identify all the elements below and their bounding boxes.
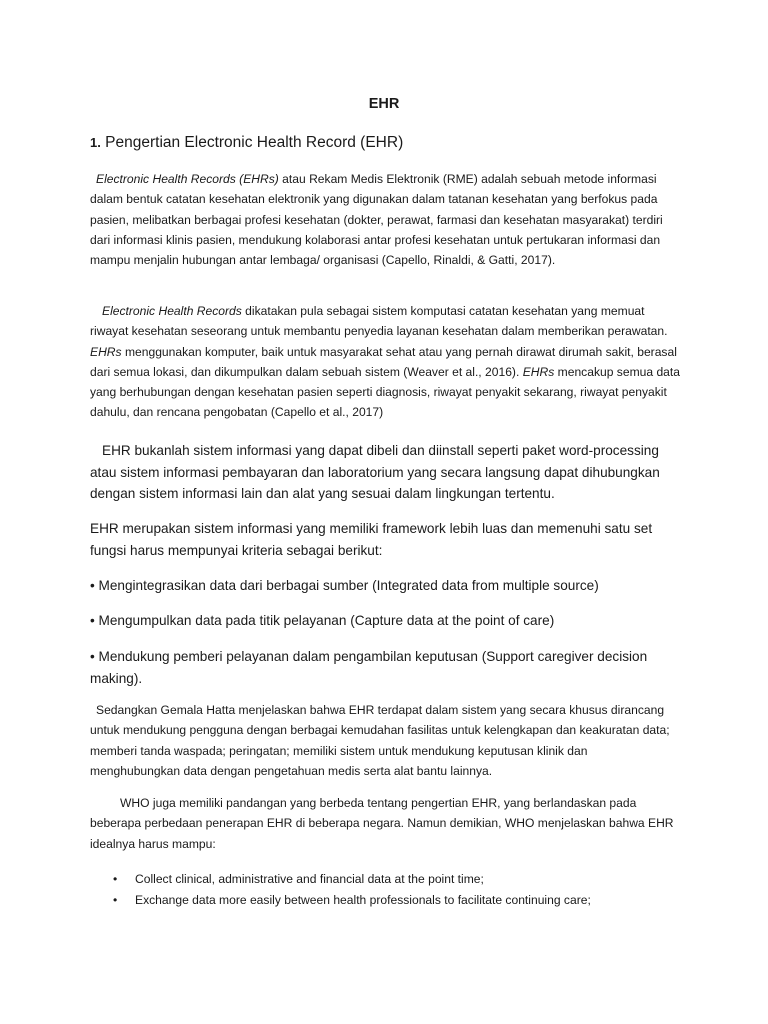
bullet-icon: • <box>113 893 118 907</box>
paragraph-2-text-c: mencakup semua data yang berhubungan dengan kesehatan pasien seperti diagnosis, riwayat penyakit sekarang, riwayat penyakit dahulu, dan rencana pengobatan (Capello et al., 2017) <box>90 364 680 420</box>
who-list-item-2-text: Exchange data more easily between health professionals to facilitate continuing care; <box>135 893 591 907</box>
paragraph-5: Sedangkan Gemala Hatta menjelaskan bahwa EHR terdapat dalam sistem yang secara khusus dirancang untuk mendukung pengguna dengan berbagai kemudahan fasilitas untuk kelengkapan dan keakuratan data; memberi tanda waspada; peringatan; memiliki sistem untuk mendukung keputusan klinik dan menghubungkan data dengan pengetahuan medis serta alat bantu lainnya. <box>90 703 670 778</box>
document-title: EHR <box>368 96 400 112</box>
paragraph-1-lead: Electronic Health Records (EHRs) <box>96 172 279 186</box>
who-list-item-1-text: Collect clinical, administrative and financial data at the point time; <box>135 872 484 886</box>
paragraph-1 <box>90 169 680 270</box>
paragraph-2-ehrs-1: EHRs <box>90 344 122 359</box>
criteria-item-2: • Mengumpulkan data pada titik pelayanan (Capture data at the point of care) <box>90 613 555 628</box>
section-number: 1. <box>90 135 101 150</box>
paragraph-1-text: atau Rekam Medis Elektronik (RME) adalah sebuah metode informasi dalam bentuk catatan kesehatan elektronik yang digunakan dalam tatanan kesehatan yang berfokus pada pasien, melibatkan berbagai profesi kesehatan (dokter, perawat, farmasi dan kesehatan masyarakat) terdiri dari informasi klinis pasien, mendukung kolaborasi antar profesi kesehatan untuk pertukaran informasi dan mampu menjalin hubungan antar lembaga/ organisasi (Capello, Rinaldi, & Gatti, 2017). <box>90 172 663 268</box>
section-heading <box>90 134 403 152</box>
bullet-icon: • <box>113 872 118 886</box>
paragraph-2-ehrs-2: EHRs <box>522 364 555 379</box>
paragraph-2-text-a: dikatakan pula sebagai sistem komputasi catatan kesehatan yang memuat riwayat kesehatan seseorang untuk membantu penyedia layanan kesehatan dalam memberikan perawatan. <box>90 304 668 339</box>
paragraph-6: WHO juga memiliki pandangan yang berbeda tentang pengertian EHR, yang berlandaskan pada beberapa perbedaan penerapan EHR di beberapa negara. Namun demikian, WHO menjelaskan bahwa EHR idealnya harus mampu: <box>90 796 674 851</box>
paragraph-4: EHR merupakan sistem informasi yang memiliki framework lebih luas dan memenuhi satu set fungsi harus mempunyai kriteria sebagai berikut: <box>90 521 653 558</box>
paragraph-2-lead: Electronic Health Records <box>102 304 242 318</box>
paragraph-2-text-b: menggunakan komputer, baik untuk masyarakat sehat atau yang pernah dirawat dirumah sakit, berasal dari semua lokasi, dan dikumpulkan dalam sebuah sistem (Weaver et al., 2016). <box>90 344 677 379</box>
paragraph-2 <box>90 301 680 423</box>
criteria-item-1: • Mengintegrasikan data dari berbagai sumber (Integrated data from multiple source) <box>90 578 599 593</box>
criteria-item-3: • Mendukung pemberi pelayanan dalam pengambilan keputusan (Support caregiver decision making). <box>90 649 648 686</box>
section-heading-text: Pengertian Electronic Health Record (EHR) <box>105 134 404 151</box>
paragraph-3: EHR bukanlah sistem informasi yang dapat dibeli dan diinstall seperti paket word-processing atau sistem informasi pembayaran dan laboratorium yang secara langsung dapat dihubungkan dengan sistem informasi lain dan alat yang sesuai dalam lingkungan tertentu. <box>90 443 660 502</box>
